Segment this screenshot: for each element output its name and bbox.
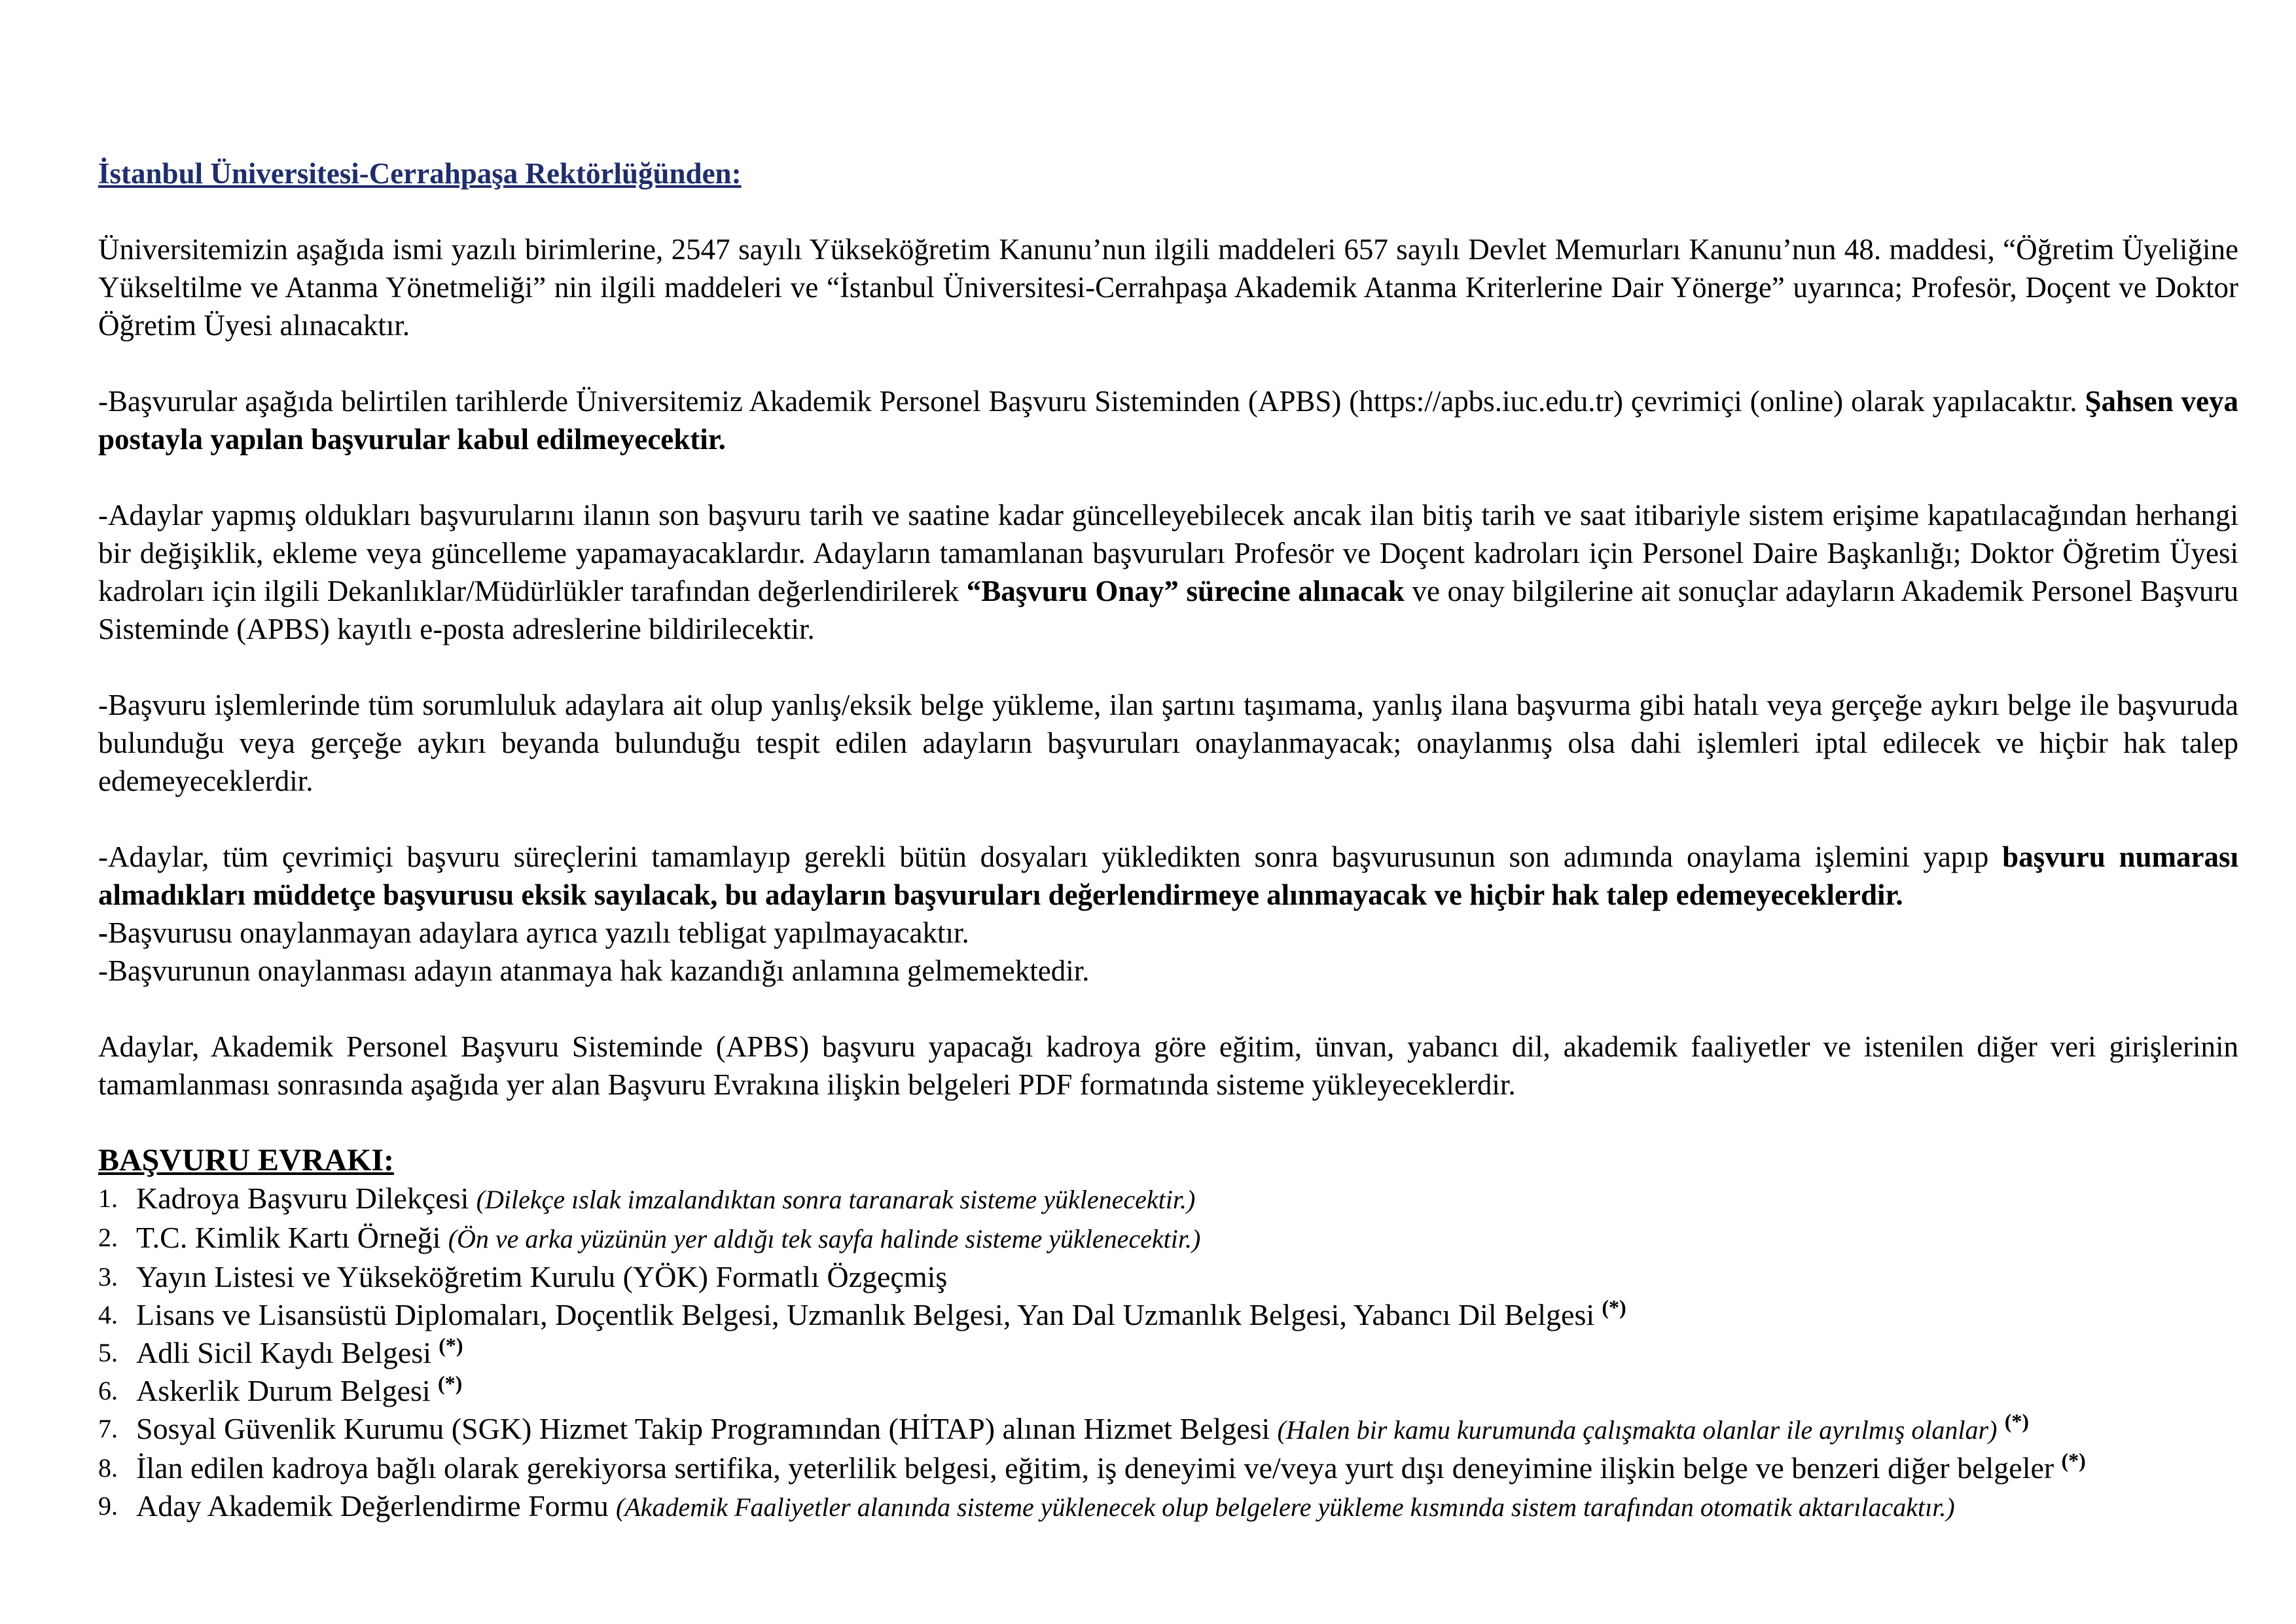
asterisk-mark: (*) <box>2004 1409 2029 1433</box>
intro-paragraph: Üniversitemizin aşağıda ismi yazılı birimlerine, 2547 sayılı Yükseköğretim Kanunu’nun ilgili maddeleri 657 sayılı Devlet Memurları Kanunu’nun 48. maddesi, “Öğretim Üyeliğine Yükseltilme ve Atanma Yönetmeliği” nin ilgili maddeleri ve “İstanbul Üniversitesi-Cerrahpaşa Akademik Atanma Kriterlerine Dair Yönerge” uyarınca; Profesör, Doçent ve Doktor Öğretim Üyesi alınacaktır. <box>98 233 2238 342</box>
list-item-name: İlan edilen kadroya bağlı olarak gerekiyorsa sertifika, yeterlilik belgesi, eğitim, iş deneyimi ve/veya yurt dışı deneyimine ilişkin belge ve benzeri diğer belgeler <box>136 1451 2054 1485</box>
list-item-note: (Dilekçe ıslak imzalandıktan sonra taranarak sisteme yüklenecektir.) <box>476 1185 1196 1214</box>
list-item-note: (Halen bir kamu kurumunda çalışmakta olanlar ile ayrılmış olanlar) <box>1277 1415 1998 1445</box>
document-page <box>98 154 2238 1526</box>
list-item-number: 7. <box>98 1414 118 1443</box>
application-online-text: -Başvurular aşağıda belirtilen tarihlerde Üniversitemiz Akademik Personel Başvuru Sisteminden (APBS) (https://apbs.iuc.edu.tr) çevrimiçi (online) olarak yapılacaktır. <box>98 385 2077 418</box>
list-item-number: 5. <box>98 1338 118 1367</box>
notification-paragraph <box>98 914 2238 952</box>
application-update-text-b: ve onay bilgilerine ait sonuçlar adayların Akademik Personel Başvuru Sisteminde (APBS) kayıtlı e-posta adreslerine bildirilecektir. <box>98 575 2239 645</box>
list-item <box>98 1372 2238 1410</box>
page-title: İstanbul Üniversitesi-Cerrahpaşa Rektörlüğünden: <box>98 157 742 190</box>
list-item-name: Yayın Listesi ve Yükseköğretim Kurulu (YÖK) Formatlı Özgeçmiş <box>136 1260 948 1293</box>
asterisk-mark: (*) <box>2061 1449 2086 1472</box>
asterisk-mark: (*) <box>439 1333 463 1357</box>
documents-list <box>98 1180 2238 1526</box>
list-item <box>98 1180 2238 1219</box>
appointment-paragraph: -Başvurunun onaylanması adayın atanmaya hak kazandığı anlamına gelmemektedir. <box>98 954 1090 987</box>
asterisk-mark: (*) <box>437 1371 463 1395</box>
approval-bold: başvuru numarası almadıkları müddetçe başvurusu eksik sayılacak, bu adayların başvuruları değerlendirmeye alınmayacak ve hiçbir hak talep edemeyeceklerdir. <box>98 840 2239 911</box>
list-item-number: 3. <box>98 1262 118 1291</box>
list-item <box>98 1487 2238 1526</box>
list-item-number: 8. <box>98 1453 118 1483</box>
approval-text: -Adaylar, tüm çevrimiçi başvuru süreçlerini tamamlayıp gerekli bütün dosyaları yükledikten sonra başvurusunun son adımında onaylama işlemini yapıp <box>98 840 1989 873</box>
application-update-text-a: -Adaylar yapmış oldukları başvurularını ilanın son başvuru tarih ve saatine kadar güncelleyebilecek ancak ilan bitiş tarih ve saat itibariyle sistem erişime kapatılacağından herhangi bir değişiklik, ekleme veya güncelleme yapamayacaklardır. Adayların tamamlanan başvuruları Profesör ve Doçent kadroları için Personel Daire Başkanlığı; Doktor Öğretim Üyesi kadroları için ilgili Dekanlıklar/Müdürlükler tarafından değerlendirilerek <box>98 499 2238 607</box>
list-item <box>98 1410 2238 1449</box>
application-update-paragraph <box>98 496 2238 648</box>
approval-paragraph <box>98 838 2238 914</box>
list-item-note: (Ön ve arka yüzünün yer aldığı tek sayfa halinde sisteme yüklenecektir.) <box>448 1224 1201 1254</box>
list-item-name: Lisans ve Lisansüstü Diplomaları, Doçentlik Belgesi, Uzmanlık Belgesi, Yan Dal Uzmanlık Belgesi, Yabancı Dil Belgesi <box>136 1298 1595 1331</box>
application-online-paragraph <box>98 382 2238 458</box>
list-item <box>98 1219 2238 1258</box>
documents-heading: BAŞVURU EVRAKI: <box>98 1143 395 1178</box>
list-item-number: 9. <box>98 1491 118 1521</box>
list-item-name: Kadroya Başvuru Dilekçesi <box>136 1182 469 1215</box>
list-item-name: Adli Sicil Kaydı Belgesi <box>136 1336 432 1369</box>
list-item-name: T.C. Kimlik Kartı Örneği <box>136 1221 441 1254</box>
notification-text: Başvurusu onaylanmayan adaylara ayrıca yazılı tebligat yapılmayacaktır. <box>108 916 969 949</box>
list-item-number: 6. <box>98 1376 118 1405</box>
list-item-note: (Akademik Faaliyetler alanında sisteme yüklenecek olup belgelere yükleme kısmında sistem tarafından otomatik aktarılacaktır.) <box>616 1492 1955 1522</box>
list-item-number: 4. <box>98 1300 118 1329</box>
upload-instructions-paragraph: Adaylar, Akademik Personel Başvuru Sisteminde (APBS) başvuru yapacağı kadroya göre eğitim, ünvan, yabancı dil, akademik faaliyetler ve istenilen diğer veri girişlerinin tamamlanması sonrasında aşağıda yer alan Başvuru Evrakına ilişkin belgeleri PDF formatında sisteme yükleyeceklerdir. <box>98 1030 2238 1101</box>
list-item <box>98 1258 2238 1296</box>
responsibility-paragraph: -Başvuru işlemlerinde tüm sorumluluk adaylara ait olup yanlış/eksik belge yükleme, ilan şartını taşımama, yanlış ilana başvurma gibi hatalı veya gerçeğe aykırı belge ile başvuruda bulunduğu veya gerçeğe aykırı beyanda bulunduğu tespit edilen adayların başvuruları onaylanmayacak; onaylanmış olsa dahi işlemleri iptal edilecek ve hiçbir hak talep edemeyeceklerdir. <box>98 689 2238 797</box>
list-item-name: Askerlik Durum Belgesi <box>136 1374 431 1407</box>
notification-dash: - <box>98 916 108 949</box>
list-item-number: 1. <box>98 1183 118 1213</box>
application-update-bold: “Başvuru Onay” sürecine alınacak <box>966 575 1405 607</box>
list-item-name: Aday Akademik Değerlendirme Formu <box>136 1489 609 1523</box>
asterisk-mark: (*) <box>1602 1295 1626 1319</box>
list-item <box>98 1296 2238 1334</box>
application-online-bold: Şahsen veya postayla yapılan başvurular kabul edilmeyecektir. <box>98 385 2238 456</box>
list-item-number: 2. <box>98 1223 118 1252</box>
list-item-name: Sosyal Güvenlik Kurumu (SGK) Hizmet Takip Programından (HİTAP) alınan Hizmet Belgesi <box>136 1412 1270 1445</box>
list-item <box>98 1334 2238 1372</box>
list-item <box>98 1449 2238 1487</box>
